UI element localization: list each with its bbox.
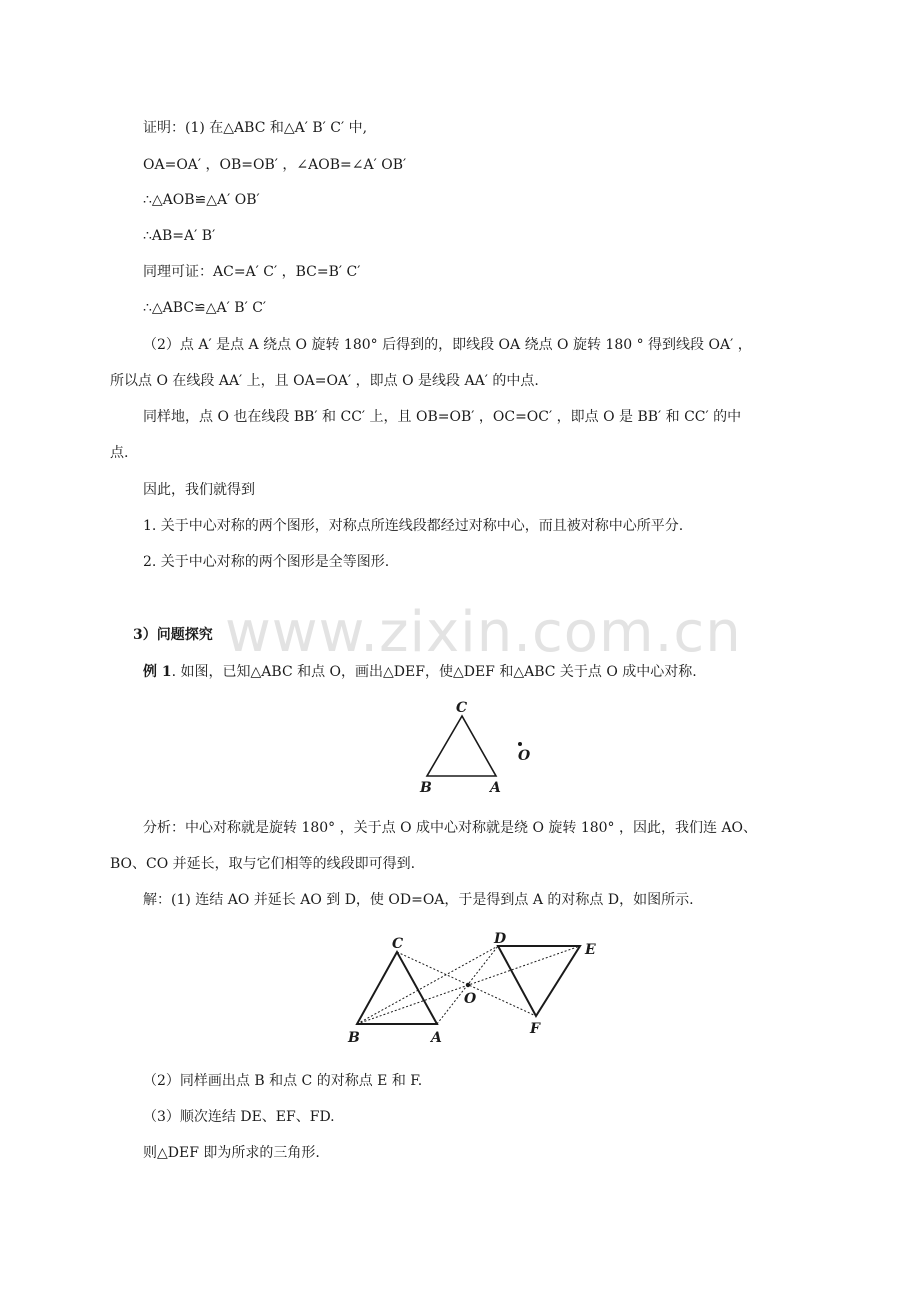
figure-triangle-abc-point-o	[405, 698, 545, 798]
proof-line-9: 同样地，点 O 也在线段 BB′ 和 CC′ 上，且 OB=OB′ ，OC=OC′ ，即点 O 是 BB′ 和 CC′ 的中	[143, 409, 742, 425]
example-label: 例 1	[143, 664, 172, 680]
example-text: . 如图，已知△ABC 和点 O，画出△DEF，使△DEF 和△ABC 关于点 O 成中心对称.	[171, 664, 697, 680]
label-o: O	[518, 748, 531, 764]
proof-line-11: 因此，我们就得到	[143, 482, 255, 498]
figure-central-symmetry	[340, 928, 610, 1048]
proof-line-2: OA=OA′ ，OB=OB′ ，∠AOB=∠A′ OB′	[143, 157, 407, 173]
label-b: B	[420, 780, 432, 796]
analysis-line-2: BO、CO 并延长，取与它们相等的线段即可得到.	[110, 856, 416, 872]
proof-line-13: 2. 关于中心对称的两个图形是全等图形.	[143, 554, 390, 570]
section-heading: 3）问题探究	[133, 627, 213, 643]
triangle-abc	[427, 716, 496, 776]
point-o-dot	[466, 983, 470, 987]
label-a: A	[490, 780, 501, 796]
proof-line-5: 同理可证：AC=A′ C′ ，BC=B′ C′	[143, 264, 361, 280]
solution-line-1: 解：(1) 连结 AO 并延长 AO 到 D，使 OD=OA，于是得到点 A 的对称点 D，如图所示.	[143, 892, 694, 908]
label-d: D	[494, 931, 507, 947]
proof-line-6: ∴△ABC≌△A′ B′ C′	[143, 300, 267, 316]
proof-line-3: ∴△AOB≌△A′ OB′	[143, 192, 260, 208]
label-c: C	[392, 936, 404, 952]
watermark: www.zixin.com.cn	[225, 600, 742, 665]
conclusion-line: 则△DEF 即为所求的三角形.	[143, 1145, 320, 1161]
label-f: F	[530, 1021, 540, 1037]
label-e: E	[585, 942, 596, 958]
triangle-def	[498, 946, 580, 1016]
step-line-2: （2）同样画出点 B 和点 C 的对称点 E 和 F.	[143, 1073, 423, 1089]
label-c: C	[456, 700, 468, 716]
proof-line-10: 点.	[110, 445, 129, 461]
label-a: A	[431, 1030, 442, 1046]
triangle-abc	[357, 952, 437, 1024]
example-1	[143, 662, 697, 682]
proof-line-12: 1. 关于中心对称的两个图形，对称点所连线段都经过对称中心，而且被对称中心所平分.	[143, 518, 684, 534]
label-o: O	[464, 991, 477, 1007]
proof-line-1: 证明：(1) 在△ABC 和△A′ B′ C′ 中,	[143, 120, 368, 136]
proof-line-4: ∴AB=A′ B′	[143, 228, 216, 244]
proof-line-8: 所以点 O 在线段 AA′ 上，且 OA=OA′ ，即点 O 是线段 AA′ 的中点.	[110, 373, 539, 389]
label-b: B	[348, 1030, 360, 1046]
proof-line-7: （2）点 A′ 是点 A 绕点 O 旋转 180° 后得到的，即线段 OA 绕点 O 旋转 180 ° 得到线段 OA′ ，	[143, 337, 752, 353]
point-o-dot	[518, 742, 522, 746]
analysis-line-1: 分析：中心对称就是旋转 180° ，关于点 O 成中心对称就是绕 O 旋转 180° ，因此，我们连 AO、	[143, 820, 758, 836]
step-line-3: （3）顺次连结 DE、EF、FD.	[143, 1109, 335, 1125]
